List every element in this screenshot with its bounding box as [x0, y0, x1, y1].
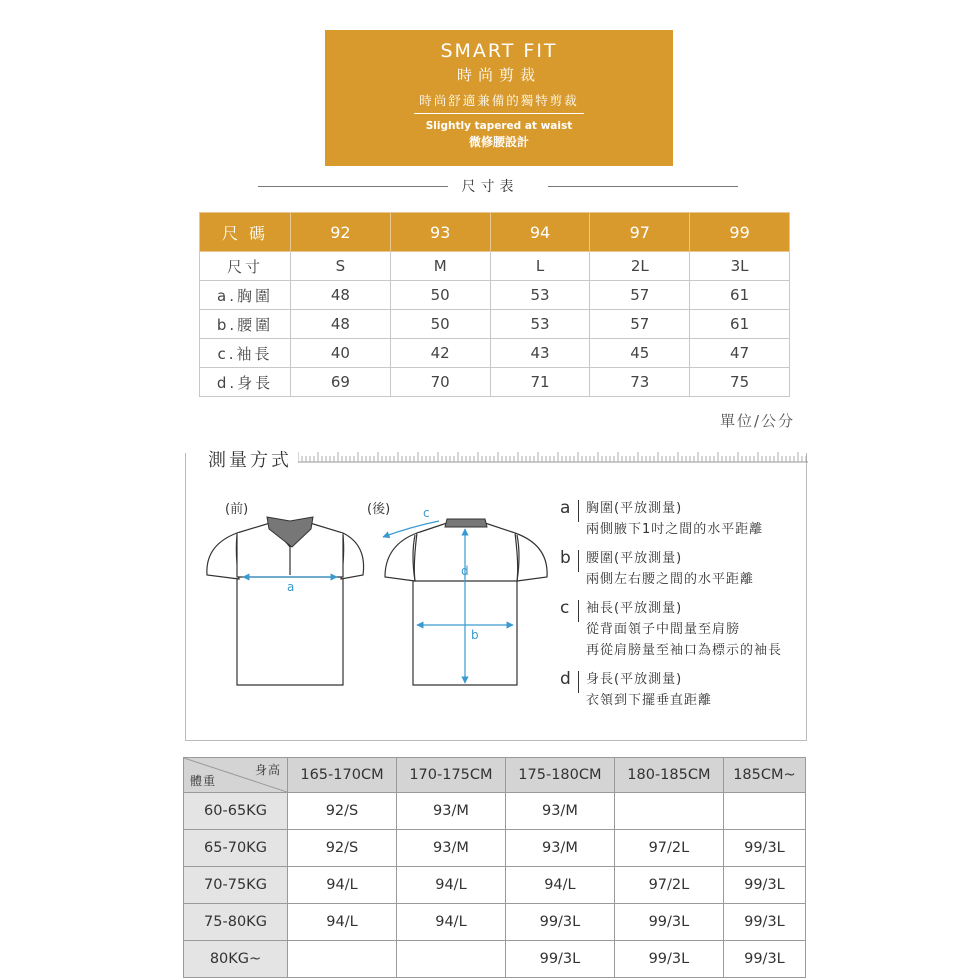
- hw-size-cell: 99/3L: [723, 941, 805, 978]
- legend-name: 袖長(平放測量): [586, 601, 683, 616]
- hw-size-cell: 99/3L: [614, 941, 723, 978]
- legend-bar: [578, 550, 579, 572]
- size-row-label: 尺寸: [200, 252, 291, 281]
- legend-letter: c: [560, 598, 570, 618]
- banner-note-zh: 微修腰設計: [468, 135, 529, 149]
- size-cell: 57: [590, 310, 690, 339]
- size-cell: 43: [490, 339, 590, 368]
- hw-size-cell: 92/S: [288, 793, 397, 830]
- legend-item: [560, 598, 782, 661]
- mark-b: b: [471, 628, 479, 642]
- hw-size-cell: [614, 793, 723, 830]
- mark-a: a: [287, 580, 295, 594]
- hw-size-cell: 93/M: [396, 830, 505, 867]
- legend-name: 腰圍(平放測量): [586, 551, 683, 566]
- size-row: [200, 252, 790, 281]
- hw-height-header: 170-175CM: [396, 758, 505, 793]
- size-header-cell: 92: [291, 213, 391, 252]
- hw-row: [184, 941, 806, 978]
- legend-bar: [578, 671, 579, 693]
- legend-desc: 從背面領子中間量至肩膀: [586, 622, 741, 637]
- hw-size-cell: 92/S: [288, 830, 397, 867]
- smart-fit-banner: [325, 30, 673, 166]
- size-row-label: d.身長: [200, 368, 291, 397]
- banner-tagline: 時尚舒適兼備的獨特剪裁: [419, 93, 579, 108]
- corner-height-label: 身高: [254, 763, 281, 777]
- size-cell: 71: [490, 368, 590, 397]
- legend-desc: 兩側腋下1吋之間的水平距離: [586, 522, 764, 537]
- unit-label: 單位/公分: [720, 412, 796, 430]
- legend-desc: 再從肩膀量至袖口為標示的袖長: [586, 643, 783, 658]
- size-cell: M: [390, 252, 490, 281]
- legend-bar: [578, 500, 579, 522]
- hw-size-cell: 97/2L: [614, 830, 723, 867]
- size-cell: 45: [590, 339, 690, 368]
- size-header-cell: 99: [690, 213, 790, 252]
- hw-size-cell: 94/L: [288, 904, 397, 941]
- hw-size-cell: 93/M: [505, 830, 614, 867]
- size-row: [200, 339, 790, 368]
- hw-row: [184, 793, 806, 830]
- legend-desc: 兩側左右腰之間的水平距離: [586, 572, 755, 587]
- size-cell: 3L: [690, 252, 790, 281]
- size-header-cell: 尺 碼: [200, 213, 291, 252]
- size-row: [200, 281, 790, 310]
- hw-size-cell: 93/M: [505, 793, 614, 830]
- size-row-label: c.袖長: [200, 339, 291, 368]
- hw-size-cell: 94/L: [396, 904, 505, 941]
- legend-item: [560, 669, 782, 711]
- size-cell: 53: [490, 310, 590, 339]
- size-cell: 75: [690, 368, 790, 397]
- size-cell: 57: [590, 281, 690, 310]
- banner-divider: [414, 113, 584, 114]
- hw-weight-label: 65-70KG: [184, 830, 288, 867]
- size-row: [200, 368, 790, 397]
- hw-row: [184, 904, 806, 941]
- front-label: (前): [225, 502, 249, 517]
- legend-letter: a: [560, 498, 571, 518]
- banner-note-en: Slightly tapered at waist: [425, 120, 573, 132]
- hw-size-cell: 97/2L: [614, 867, 723, 904]
- hw-size-cell: 99/3L: [723, 904, 805, 941]
- hw-weight-label: 70-75KG: [184, 867, 288, 904]
- measure-legend: [560, 498, 782, 719]
- size-row-label: b.腰圍: [200, 310, 291, 339]
- size-cell: 70: [390, 368, 490, 397]
- legend-name: 胸圍(平放測量): [586, 501, 683, 516]
- size-chart-table: [199, 212, 790, 397]
- hw-size-cell: 99/3L: [505, 941, 614, 978]
- size-header-cell: 93: [390, 213, 490, 252]
- hw-height-header: 165-170CM: [288, 758, 397, 793]
- hw-size-cell: 99/3L: [614, 904, 723, 941]
- mark-c: c: [423, 506, 430, 520]
- size-header-row: [200, 213, 790, 252]
- front-shirt: [207, 523, 364, 685]
- size-cell: 48: [291, 310, 391, 339]
- size-cell: 48: [291, 281, 391, 310]
- height-weight-table: [183, 757, 806, 978]
- hw-weight-label: 60-65KG: [184, 793, 288, 830]
- size-header-cell: 97: [590, 213, 690, 252]
- hw-size-cell: [396, 941, 505, 978]
- measure-title: 測量方式: [200, 446, 300, 472]
- size-cell: 61: [690, 310, 790, 339]
- shirt-diagram: [195, 495, 565, 695]
- size-cell: 53: [490, 281, 590, 310]
- hw-weight-label: 80KG~: [184, 941, 288, 978]
- hw-row: [184, 830, 806, 867]
- legend-letter: b: [560, 548, 571, 568]
- size-cell: 42: [390, 339, 490, 368]
- size-cell: 61: [690, 281, 790, 310]
- back-shirt: [385, 523, 547, 685]
- size-cell: 40: [291, 339, 391, 368]
- size-cell: 73: [590, 368, 690, 397]
- hw-size-cell: 99/3L: [723, 867, 805, 904]
- size-cell: L: [490, 252, 590, 281]
- size-cell: 50: [390, 281, 490, 310]
- corner-weight-label: 體重: [190, 774, 217, 788]
- hw-corner-cell: [184, 758, 288, 793]
- hw-size-cell: 94/L: [396, 867, 505, 904]
- hw-size-cell: 99/3L: [723, 830, 805, 867]
- banner-subtitle: 時尚剪裁: [456, 66, 541, 84]
- size-header-cell: 94: [490, 213, 590, 252]
- hw-size-cell: 99/3L: [505, 904, 614, 941]
- legend-bar: [578, 600, 579, 622]
- size-cell: S: [291, 252, 391, 281]
- back-label: (後): [367, 502, 391, 517]
- legend-letter: d: [560, 669, 571, 689]
- size-row-label: a.胸圍: [200, 281, 291, 310]
- size-row: [200, 310, 790, 339]
- hw-weight-label: 75-80KG: [184, 904, 288, 941]
- hw-row: [184, 867, 806, 904]
- hw-size-cell: 93/M: [396, 793, 505, 830]
- ruler-decoration: [298, 451, 808, 463]
- back-collar: [445, 519, 487, 527]
- size-cell: 2L: [590, 252, 690, 281]
- legend-item: [560, 498, 782, 540]
- size-cell: 50: [390, 310, 490, 339]
- hw-height-header: 180-185CM: [614, 758, 723, 793]
- mark-d: d: [461, 564, 469, 578]
- legend-item: [560, 548, 782, 590]
- hw-size-cell: [723, 793, 805, 830]
- banner-title: SMART FIT: [440, 40, 558, 62]
- hw-size-cell: [288, 941, 397, 978]
- hw-size-cell: 94/L: [288, 867, 397, 904]
- hw-height-header: 175-180CM: [505, 758, 614, 793]
- size-cell: 69: [291, 368, 391, 397]
- hw-size-cell: 94/L: [505, 867, 614, 904]
- hw-height-header: 185CM~: [723, 758, 805, 793]
- legend-name: 身長(平放測量): [586, 672, 683, 687]
- size-cell: 47: [690, 339, 790, 368]
- hw-header-row: [184, 758, 806, 793]
- legend-desc: 衣領到下擺垂直距離: [586, 693, 713, 708]
- title-rule-right: [548, 186, 738, 187]
- size-chart-title: 尺寸表: [461, 179, 519, 195]
